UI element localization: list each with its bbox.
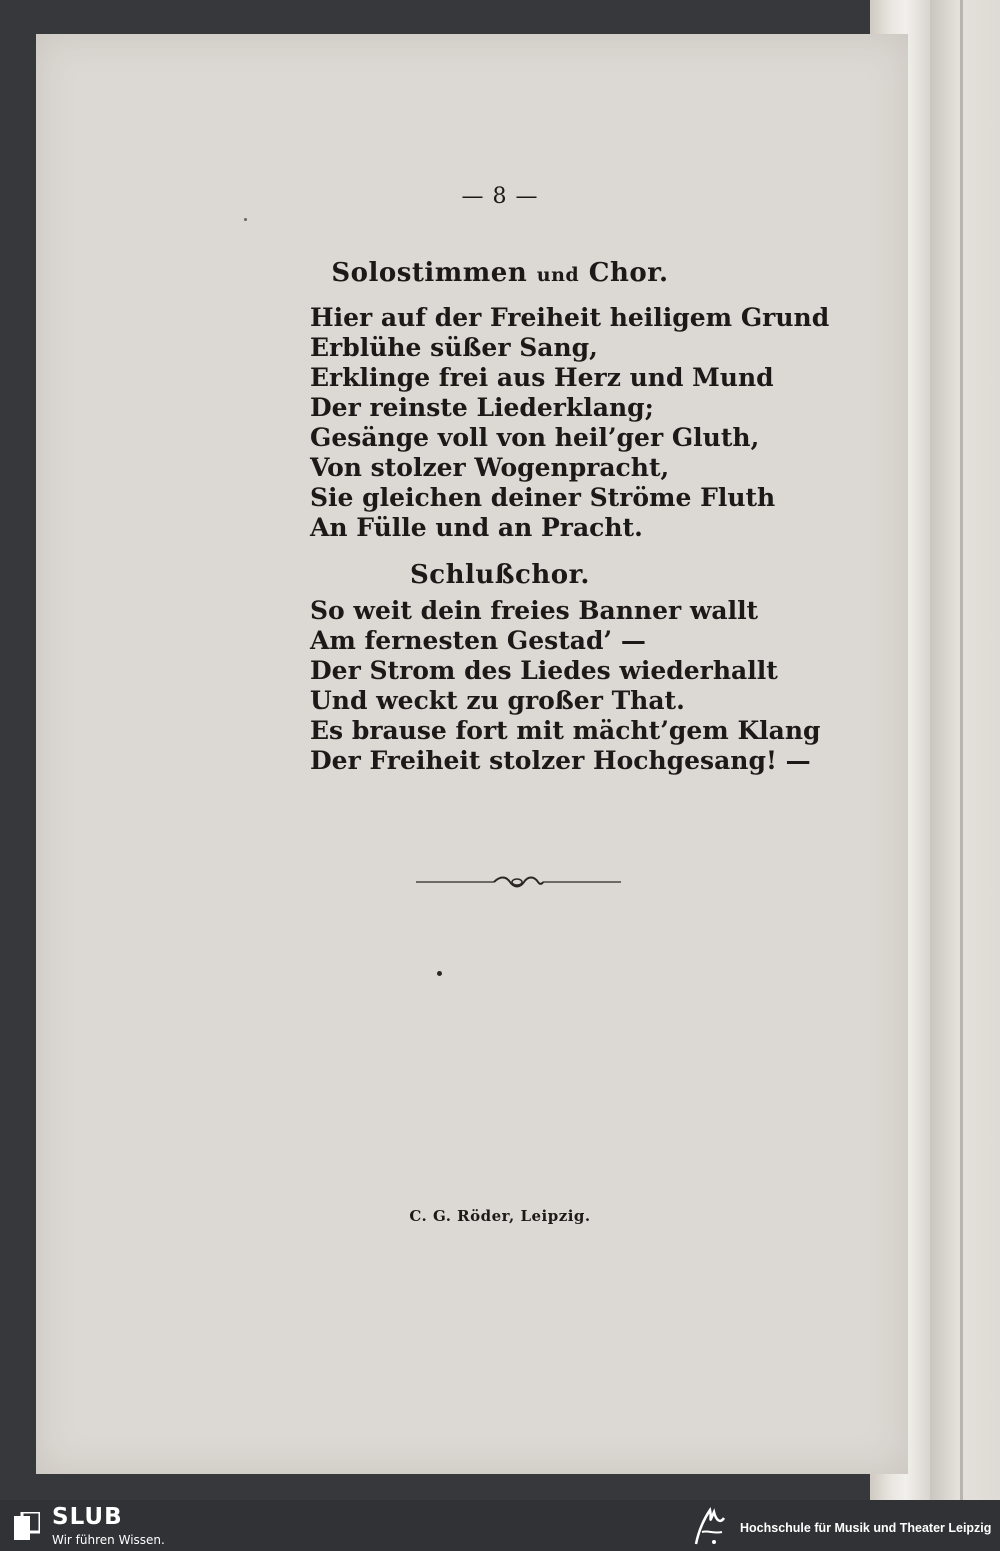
verse-line: So weit dein freies Banner wallt — [310, 596, 759, 625]
ink-speck — [437, 971, 442, 976]
verse-line: Hier auf der Freiheit heiligem Grund — [310, 303, 830, 332]
decorative-rule-ornament — [416, 873, 621, 891]
verse-line: Sie gleichen deiner Ströme Fluth — [310, 483, 776, 512]
slub-name[interactable]: SLUB — [52, 1504, 123, 1530]
hmt-logo-icon[interactable] — [692, 1504, 728, 1546]
verse-solostimmen — [310, 303, 829, 543]
printer-imprint: C. G. Röder, Leipzig. — [409, 1207, 591, 1225]
verse-line: Und weckt zu großer That. — [310, 686, 685, 715]
page-number: — 8 — — [461, 184, 539, 209]
verse-line: Erblühe süßer Sang, — [310, 333, 598, 362]
verse-line: Erklinge frei aus Herz und Mund — [310, 363, 774, 392]
heading-connector: und — [536, 264, 580, 286]
verse-line: An Fülle und an Pracht. — [310, 513, 643, 542]
book-edge-line — [960, 0, 963, 1500]
heading-main: Solostimmen — [331, 258, 528, 288]
verse-line: Gesänge voll von heil’ger Gluth, — [310, 423, 760, 452]
section-heading-solostimmen — [0, 258, 1000, 288]
slub-logo-icon[interactable] — [14, 1512, 40, 1540]
section-heading-schlusschor: Schlußchor. — [410, 560, 590, 590]
verse-line: Am fernesten Gestad’ — — [310, 626, 646, 655]
verse-line: Der Strom des Liedes wiederhallt — [310, 656, 778, 685]
hmt-name[interactable]: Hochschule für Musik und Theater Leipzig — [740, 1521, 992, 1535]
heading-end: Chor. — [588, 258, 669, 288]
book-edge-outer — [930, 0, 1000, 1500]
verse-line: Der reinste Liederklang; — [310, 393, 654, 422]
verse-line: Es brause fort mit mächt’gem Klang — [310, 716, 821, 745]
verse-schlusschor — [310, 596, 821, 776]
ink-speck — [244, 218, 247, 221]
verse-line: Der Freiheit stolzer Hochgesang! — — [310, 746, 811, 775]
slub-tagline: Wir führen Wissen. — [52, 1533, 165, 1547]
verse-line: Von stolzer Wogenpracht, — [310, 453, 670, 482]
